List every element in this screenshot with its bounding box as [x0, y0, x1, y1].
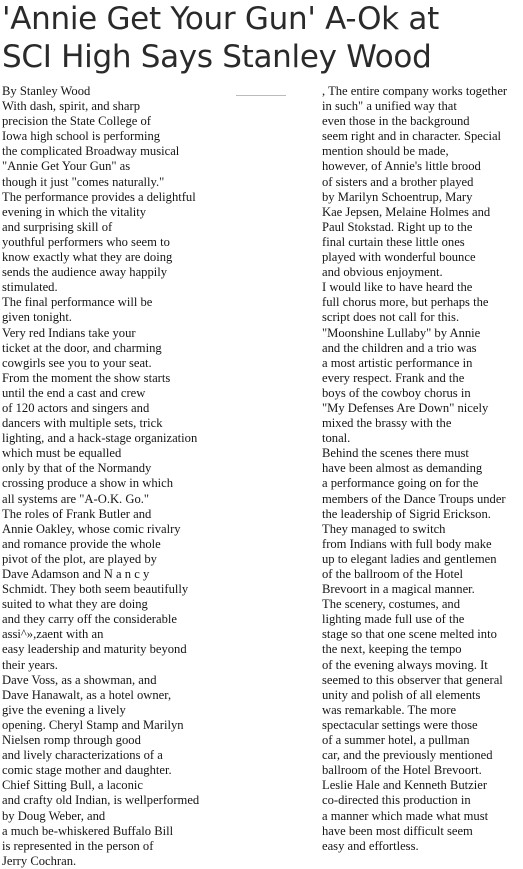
article-text-line: "My Defenses Are Down" nicely	[322, 400, 489, 415]
article-text-line: Leslie Hale and Kenneth Butzier	[322, 778, 488, 793]
article-text-line: assi^»,zaent with an	[2, 627, 104, 642]
article-text-line: Paul Stokstad. Right up to the	[322, 219, 473, 234]
article-text-line: script does not call for this.	[322, 310, 460, 325]
article-text-line: dancers with multiple sets, trick	[2, 416, 163, 431]
article-text-line: though it just "comes naturally."	[2, 174, 165, 189]
article-text-line: Nielsen romp through good	[2, 733, 141, 748]
article-text-line: and crafty old Indian, is wellperformed	[2, 793, 200, 808]
article-text-line: and surprising skill of	[2, 219, 113, 234]
article-text-line: sends the audience away happily	[2, 265, 168, 280]
article-text-line: youthful performers who seem to	[2, 234, 170, 249]
article-text-line: of the ballroom of the Hotel	[322, 567, 463, 581]
article-text-line: seemed to this observer that general	[322, 672, 503, 687]
article-text-line: by Doug Weber, and	[2, 808, 106, 823]
article-text-line: stage so that one scene melted into	[322, 627, 497, 642]
article-text-line: lighting made full use of the	[322, 612, 465, 627]
article-text-line: opening. Cheryl Stamp and Marilyn	[2, 717, 184, 732]
headline-line-2: SCI High Says Stanley Wood	[2, 39, 432, 75]
article-text-line: The performance provides a delightful	[2, 189, 196, 204]
article-text-line: Behind the scenes there must	[322, 446, 469, 461]
article-text-line: was remarkable. The more	[322, 702, 457, 717]
article-text-line: tonal.	[322, 431, 351, 446]
article-text-line: by Marilyn Schoentrup, Mary	[322, 189, 473, 204]
article-text-line: The roles of Frank Butler and	[2, 506, 152, 521]
article-text-line: even those in the background	[322, 114, 470, 129]
article-text-line: precision the State College of	[2, 114, 151, 129]
article-left-column	[2, 84, 234, 869]
article-text-line: however, of Annie's little brood	[322, 159, 481, 174]
article-text-line: Dave Hanawalt, as a hotel owner,	[2, 687, 172, 702]
article-text-line: easy leadership and maturity beyond	[2, 642, 187, 657]
article-text-line: By Stanley Wood	[2, 84, 91, 98]
article-text-line: a most artistic performance in	[322, 355, 473, 370]
headline-line-1: 'Annie Get Your Gun' A-Ok at	[2, 1, 439, 37]
article-text-line: easy and effortless.	[322, 838, 419, 853]
article-text-line: have been most difficult seem	[322, 823, 473, 838]
article-text-line: I would like to have heard the	[322, 280, 473, 295]
article-text-line: the complicated Broadway musical	[2, 144, 180, 159]
article-text-line: which must be equalled	[2, 446, 122, 461]
column-divider-rule	[236, 95, 286, 96]
article-text-line: ballroom of the Hotel Brevoort.	[322, 763, 482, 778]
article-text-line: Dave Voss, as a showman, and	[2, 672, 157, 687]
article-text-line: The final performance will be	[2, 295, 153, 310]
article-text-line: boys of the cowboy chorus in	[322, 385, 471, 400]
article-text-line: a much be-whiskered Buffalo Bill	[2, 823, 174, 838]
article-text-line: Kae Jepsen, Melaine Holmes and	[322, 204, 491, 219]
article-text-line: evening in which the vitality	[2, 204, 147, 219]
article-text-line: final curtain these little ones	[322, 234, 465, 249]
article-text-line: have been almost as demanding	[322, 461, 483, 476]
article-text-line: mixed the brassy with the	[322, 416, 452, 431]
article-text-line: the next, keeping the tempo	[322, 642, 462, 657]
article-text-line: "Annie Get Your Gun" as	[2, 159, 131, 174]
article-text-line: members of the Dance Troups under	[322, 491, 506, 506]
article-text-line: is represented in the person of	[2, 838, 154, 853]
article-text-line: until the end a cast and crew	[2, 385, 146, 400]
article-text-line: and obvious enjoyment.	[322, 265, 443, 280]
article-text-line: With dash, spirit, and sharp	[2, 99, 141, 114]
article-text-line: give the evening a lively	[2, 702, 126, 717]
article-right-column	[322, 84, 522, 854]
article-text-line: and they carry off the considerable	[2, 612, 177, 627]
article-text-line: seem right and in character. Special	[322, 129, 502, 144]
article-text-line: full chorus more, but perhaps the	[322, 295, 489, 310]
article-text-line: of the evening always moving. It	[322, 657, 488, 672]
article-text-line: the leadership of Sigrid Erickson.	[322, 506, 491, 521]
article-text-line: Dave Adamson and N a n c y	[2, 567, 150, 581]
article-text-line: Brevoort in a magical manner.	[322, 582, 475, 597]
article-text-line: of a summer hotel, a pullman	[322, 733, 470, 748]
article-text-line: Iowa high school is performing	[2, 129, 161, 144]
article-text-line: From the moment the show starts	[2, 370, 171, 385]
article-text-line: Chief Sitting Bull, a laconic	[2, 778, 143, 793]
article-text-line: from Indians with full body make	[322, 536, 492, 551]
article-text-line: a manner which made what must	[322, 808, 489, 823]
article-text-line: suited to what they are doing	[2, 597, 148, 612]
article-text-line: Annie Oakley, whose comic rivalry	[2, 521, 181, 536]
article-text-line: "Moonshine Lullaby" by Annie	[322, 325, 481, 340]
article-text-line: car, and the previously mentioned	[322, 748, 493, 763]
article-text-line: stimulated.	[2, 280, 58, 295]
article-text-line: of 120 actors and singers and	[2, 400, 150, 415]
article-text-line: only by that of the Normandy	[2, 461, 152, 476]
article-text-line: and lively characterizations of a	[2, 748, 163, 763]
article-text-line: Very red Indians take your	[2, 325, 136, 340]
article-text-line: , The entire company works together	[322, 84, 508, 98]
headline	[2, 0, 523, 76]
article-text-line: given tonight.	[2, 310, 72, 325]
article-text-line: their years.	[2, 657, 58, 672]
article-text-line: They managed to switch	[322, 521, 446, 536]
article-text-line: know exactly what they are doing	[2, 250, 173, 265]
article-text-line: all systems are "A-O.K. Go."	[2, 491, 150, 506]
article-text-line: and romance provide the whole	[2, 536, 161, 551]
article-text-line: and the children and a trio was	[322, 340, 477, 355]
article-text-line: co-directed this production in	[322, 793, 471, 808]
article-text-line: in such" a unified way that	[322, 99, 457, 114]
article-text-line: played with wonderful bounce	[322, 250, 476, 265]
article-text-line: of sisters and a brother played	[322, 174, 474, 189]
article-text-line: crossing produce a show in which	[2, 476, 174, 491]
article-text-line: every respect. Frank and the	[322, 370, 465, 385]
article-text-line: unity and polish of all elements	[322, 687, 481, 702]
article-text-line: Schmidt. They both seem beautifully	[2, 582, 189, 597]
article-text-line: mention should be made,	[322, 144, 449, 159]
article-text-line: pivot of the plot, are played by	[2, 551, 157, 566]
article-text-line: comic stage mother and daughter.	[2, 763, 172, 778]
article-text-line: a performance going on for the	[322, 476, 479, 491]
article-text-line: lighting, and a hack-stage organization	[2, 431, 198, 446]
article-text-line: spectacular settings were those	[322, 717, 478, 732]
article-text-line: Jerry Cochran.	[2, 853, 77, 868]
article-text-line: up to elegant ladies and gentlemen	[322, 551, 497, 566]
article-text-line: The scenery, costumes, and	[322, 597, 461, 612]
article-text-line: cowgirls see you to your seat.	[2, 355, 152, 370]
article-text-line: ticket at the door, and charming	[2, 340, 162, 355]
